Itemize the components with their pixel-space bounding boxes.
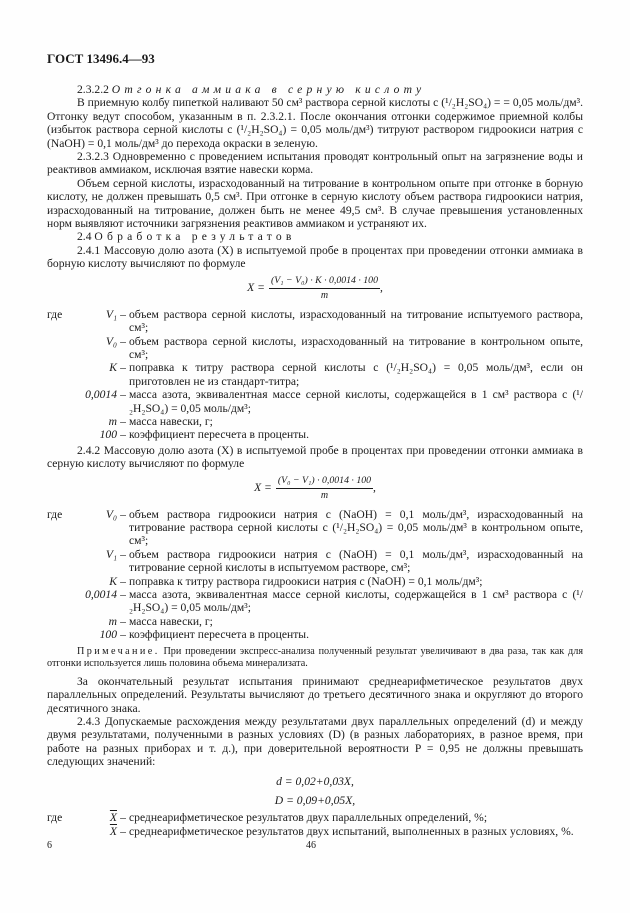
document-body xyxy=(47,83,583,840)
paragraph: За окончательный результат испытания принимают среднеарифметическое результатов двух параллельных определений. Результаты вычисляют до третьего десятичного знака и округляют до второго десятичного знака. xyxy=(47,674,583,715)
definition-dash: – xyxy=(120,414,126,428)
definition-row xyxy=(47,575,583,588)
definition-dash: – xyxy=(120,428,126,442)
definition-text: масса азота, эквивалентная массе серной кислоты, содержащейся в 1 см³ раствора c (¹/₂H₂SO₄) = 0,05 моль/дм³; xyxy=(129,388,583,415)
definition-symbol: $\overline{X}$ xyxy=(109,824,117,838)
section-24-heading xyxy=(47,230,583,243)
definition-text: объем раствора серной кислоты, израсходованный на титрование в контрольном опыте, см³; xyxy=(129,334,583,361)
definitions-242 xyxy=(47,508,583,642)
definition-row xyxy=(47,415,583,428)
definition-dash: – xyxy=(120,307,126,321)
definition-text: коэффициент пересчета в проценты. xyxy=(129,428,309,442)
definition-dash: – xyxy=(120,811,126,825)
paragraph: 2.4.1 Массовую долю азота (X) в испытуемой пробе в процентах при проведении отгонки аммиака в борную кислоту вычисляют по формуле xyxy=(47,243,583,271)
note-text: При проведении экспресс-анализа полученный результат увеличивают в два раза, так как для отгонки используется лишь половина объема минерализата. xyxy=(47,645,583,670)
formula-denominator: m xyxy=(320,289,329,301)
definition-text: поправка к титру раствора серной кислоты c (¹/₂H₂SO₄) = 0,05 моль/дм³, если он приготовлен не из стандарт-титра; xyxy=(129,361,583,388)
definition-symbol: V₀ xyxy=(105,507,117,521)
definition-symbol: K xyxy=(109,574,117,588)
definition-row xyxy=(47,811,583,824)
definition-text: объем раствора серной кислоты, израсходованный на титрование испытуемого раствора, см³; xyxy=(129,307,583,335)
section-2322-heading xyxy=(47,83,583,96)
definition-text: среднеарифметическое результатов двух испытаний, выполненных в разных условиях, %. xyxy=(129,824,574,838)
paragraph: Объем серной кислоты, израсходованный на титрование в контрольном опыте при отгонке в борную кислоту, не должен превышать 0,5 см³. При отгонке в серную кислоту объем раствора гидроокиси натрия, израсходованный на титрование, должен быть не менее 49,5 см³. В случае превышения установленных норм выявляют источники загрязнения реактивов аммиаком и устраняют их. xyxy=(47,176,583,231)
definition-row xyxy=(47,428,583,441)
definition-row xyxy=(47,335,583,362)
definitions-241 xyxy=(47,308,583,442)
formula-fraction xyxy=(276,475,373,502)
definition-row xyxy=(47,588,583,615)
formula-tail: , xyxy=(379,281,383,295)
definition-symbol: $\overline{X}$ xyxy=(109,811,117,825)
definition-text: коэффициент пересчета в проценты. xyxy=(129,628,309,642)
definition-text: среднеарифметическое результатов двух параллельных определений, %; xyxy=(129,811,488,825)
paragraph: 2.4.3 Допускаемые расхождения между результатами двух параллельных определений (d) и между двумя результатами, полученными в разных условиях (D) (в разных лабораториях, в разное время, при работе на разных приборах и т. д.), при доверительной вероятности P = 0,95 не должны превышать следующих значений: xyxy=(47,715,583,769)
definition-symbol: 100 xyxy=(99,428,117,442)
definition-row xyxy=(47,388,583,415)
definition-dash: – xyxy=(120,588,126,601)
section-number: 2.3.2.2 xyxy=(77,83,109,96)
definition-lead: где xyxy=(47,811,63,825)
definition-row xyxy=(47,615,583,628)
definition-lead: где xyxy=(47,307,63,321)
definition-text: объем раствора гидроокиси натрия c (NaOH) = 0,1 моль/дм³, израсходованный на титрование серной кислоты в испытуемом растворе, см³; xyxy=(129,547,583,575)
formula-denominator: m xyxy=(320,489,329,501)
definition-dash: – xyxy=(120,361,126,375)
definition-symbol: V₁ xyxy=(105,547,117,561)
paragraph: 2.3.2.3 Одновременно с проведением испытания проводят контрольный опыт на загрязнение воды и реактивов аммиаком, исключая взятие навески корма. xyxy=(47,150,583,177)
definition-text: объем раствора гидроокиси натрия c (NaOH) = 0,1 моль/дм³, израсходованный на титрование раствора серной кислоты c (¹/₂H₂SO₄) = 0,05 моль/дм³ в контрольном опыте, см³; xyxy=(129,507,583,548)
definition-symbol: 100 xyxy=(99,628,117,642)
page-number: 46 xyxy=(306,840,316,851)
definition-row xyxy=(47,361,583,388)
formula-fraction xyxy=(269,275,380,302)
definition-symbol: K xyxy=(109,361,117,375)
definition-row xyxy=(47,628,583,641)
formula-numerator: (V₀ − V₁) · 0,0014 · 100 xyxy=(276,475,373,489)
section-title: Отгонка аммиака в серную кислоту xyxy=(111,83,426,96)
definitions-243 xyxy=(47,811,583,838)
definition-symbol: V₀ xyxy=(105,334,117,348)
definition-row xyxy=(47,308,583,335)
definition-dash: – xyxy=(120,628,126,642)
section-title: Обработка результатов xyxy=(94,230,296,244)
formula-lhs: X = xyxy=(247,281,265,295)
definition-row xyxy=(47,508,583,548)
definition-dash: – xyxy=(120,334,126,348)
definition-dash: – xyxy=(120,507,126,521)
note-label: Примечание. xyxy=(77,645,160,657)
definition-dash: – xyxy=(120,574,126,588)
section-number: 2.4 xyxy=(77,230,92,244)
definition-text: масса навески, г; xyxy=(129,614,213,628)
definition-row xyxy=(47,825,583,838)
paragraph: В приемную колбу пипеткой наливают 50 см³ раствора серной кислоты c (¹/₂H₂SO₄) = = 0,05 моль/дм³. Отгонку ведут способом, указанным в п. 2.3.2.1. После окончания отгонки содержимое приемной колбы (избыток раствора серной кислоты c (¹/₂H₂SO₄) = 0,05 моль/дм³) титруют раствором гидроокиси натрия c (NaOH) = 0,1 моль/дм³ до перехода окраски в зеленую. xyxy=(47,96,583,150)
formula-lhs: X = xyxy=(254,481,272,495)
definition-row xyxy=(47,548,583,575)
definition-symbol: m xyxy=(108,614,117,628)
definition-symbol: m xyxy=(108,414,117,428)
definition-lead: где xyxy=(47,507,63,521)
formula-numerator: (V₁ − V₀) · K · 0,0014 · 100 xyxy=(269,275,380,289)
definition-symbol: V₁ xyxy=(105,307,117,321)
footer-left: 6 xyxy=(47,840,52,851)
definition-text: масса навески, г; xyxy=(129,414,213,428)
definition-symbol: 0,0014 xyxy=(85,588,117,601)
definition-text: поправка к титру раствора гидроокиси натрия c (NaOH) = 0,1 моль/дм³; xyxy=(129,574,483,588)
paragraph: 2.4.2 Массовую долю азота (X) в испытуемой пробе в процентах при проведении отгонки аммиака в серную кислоту вычисляют по формуле xyxy=(47,443,583,471)
definition-dash: – xyxy=(120,824,126,838)
equation-D: D = 0,09+0,05X, xyxy=(274,794,356,808)
definition-symbol: 0,0014 xyxy=(85,388,117,402)
document-header: ГОСТ 13496.4—93 xyxy=(47,51,155,66)
definition-text: масса азота, эквивалентная массе серной кислоты, содержащейся в 1 см³ раствора c (¹/₂H₂SO₄) = 0,05 моль/дм³; xyxy=(129,588,583,615)
definition-dash: – xyxy=(120,614,126,628)
definition-dash: – xyxy=(120,388,126,402)
formula-sulfuric xyxy=(47,475,583,502)
definition-dash: – xyxy=(120,547,126,561)
formula-boric xyxy=(47,275,583,302)
equation-d: d = 0,02+0,03X, xyxy=(276,774,354,788)
note xyxy=(47,646,583,671)
formula-tail: , xyxy=(373,481,376,495)
